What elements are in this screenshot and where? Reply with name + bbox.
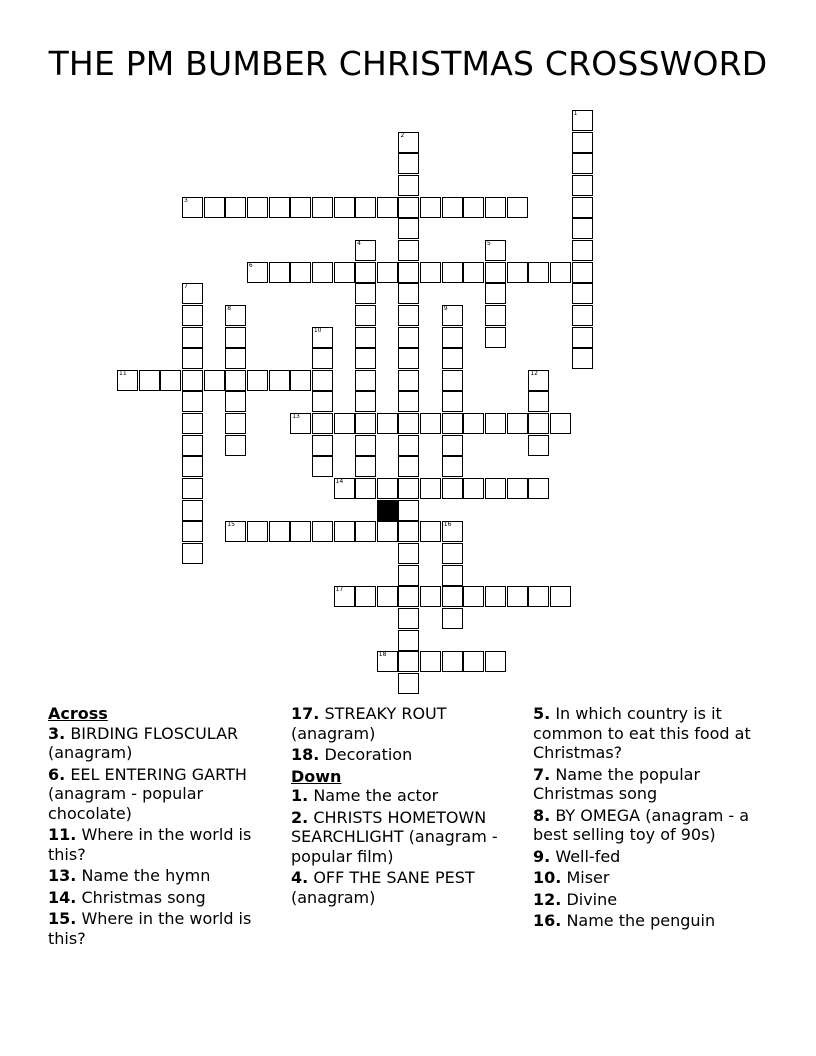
grid-cell[interactable]: [398, 435, 419, 456]
grid-cell[interactable]: [398, 630, 419, 651]
grid-cell[interactable]: [225, 413, 246, 434]
grid-cell[interactable]: [355, 197, 376, 218]
grid-cell[interactable]: [398, 197, 419, 218]
grid-cell[interactable]: [398, 240, 419, 261]
grid-cell[interactable]: [160, 370, 181, 391]
grid-cell[interactable]: [182, 305, 203, 326]
cell-number: 11: [119, 369, 127, 377]
grid-cell[interactable]: [225, 435, 246, 456]
clue-text: EEL ENTERING GARTH (anagram - popular chocolate): [48, 764, 247, 823]
grid-cell[interactable]: [334, 586, 355, 607]
grid-cell[interactable]: [550, 586, 571, 607]
grid-cell[interactable]: [442, 565, 463, 586]
grid-cell[interactable]: [334, 262, 355, 283]
grid-cell[interactable]: [377, 651, 398, 672]
grid-cell[interactable]: [398, 673, 419, 694]
grid-cell[interactable]: [398, 153, 419, 174]
grid-cell[interactable]: [528, 391, 549, 412]
clue-text: Miser: [566, 868, 610, 887]
cell-number: 4: [357, 239, 361, 247]
grid-cell[interactable]: [420, 651, 441, 672]
grid-cell[interactable]: [182, 283, 203, 304]
grid-cell[interactable]: [463, 262, 484, 283]
grid-cell[interactable]: [442, 391, 463, 412]
cell-number: 18: [378, 651, 387, 659]
cell-number: 14: [335, 478, 344, 486]
clue-number: 5.: [533, 704, 551, 723]
grid-cell[interactable]: [334, 413, 355, 434]
grid-cell[interactable]: [442, 651, 463, 672]
clue-text: Name the actor: [313, 786, 439, 805]
cell-number: 8: [227, 304, 232, 312]
down-clue: [533, 890, 773, 910]
cell-number: 2: [400, 131, 405, 139]
grid-cell[interactable]: [398, 262, 419, 283]
grid-cell[interactable]: [485, 327, 506, 348]
grid-cell[interactable]: [182, 543, 203, 564]
clue-text: BY OMEGA (anagram - a best selling toy of 90s): [533, 805, 750, 844]
grid-cell[interactable]: [312, 413, 333, 434]
clue-text: In which country is it common to eat this food at Christmas?: [533, 704, 751, 762]
grid-cell[interactable]: [398, 175, 419, 196]
grid-cell[interactable]: [572, 110, 593, 131]
grid-cell[interactable]: [398, 478, 419, 499]
grid-cell[interactable]: [225, 197, 246, 218]
clue-number: 11.: [48, 825, 77, 844]
clue-number: 16.: [533, 911, 562, 930]
grid-cell[interactable]: [485, 240, 506, 261]
grid-cell[interactable]: [463, 586, 484, 607]
across-clue: [48, 888, 268, 908]
grid-cell[interactable]: [290, 370, 311, 391]
grid-cell[interactable]: [117, 370, 138, 391]
clue-text: Decoration: [324, 745, 413, 764]
grid-cell[interactable]: [355, 435, 376, 456]
across-clue: [48, 866, 268, 886]
grid-cell[interactable]: [420, 478, 441, 499]
grid-cell[interactable]: [528, 413, 549, 434]
grid-cell[interactable]: [204, 197, 225, 218]
clue-number: 4.: [291, 868, 309, 887]
clue-number: 13.: [48, 866, 77, 885]
grid-cell[interactable]: [442, 456, 463, 477]
grid-cell[interactable]: [334, 478, 355, 499]
grid-cell[interactable]: [355, 240, 376, 261]
down-clue: [533, 911, 773, 931]
grid-cell[interactable]: [290, 197, 311, 218]
clue-text: CHRISTS HOMETOWN SEARCHLIGHT (anagram - popular film): [291, 807, 498, 866]
grid-cell[interactable]: [485, 651, 506, 672]
grid-cell[interactable]: [182, 327, 203, 348]
cell-number: 3: [183, 196, 188, 204]
grid-cell[interactable]: [225, 370, 246, 391]
grid-cell[interactable]: [442, 521, 463, 542]
across-clue: [48, 825, 268, 864]
grid-cell[interactable]: [528, 586, 549, 607]
grid-cell[interactable]: [398, 651, 419, 672]
cell-number: 1: [573, 110, 578, 117]
grid-cell[interactable]: [312, 197, 333, 218]
clue-number: 3.: [48, 723, 66, 743]
grid-cell[interactable]: [269, 197, 290, 218]
grid-cell[interactable]: [247, 262, 268, 283]
grid-cell[interactable]: [485, 283, 506, 304]
grid-cell[interactable]: [442, 197, 463, 218]
down-clue: [291, 868, 523, 907]
clue-column-2: [291, 704, 523, 909]
grid-cell[interactable]: [398, 500, 419, 521]
grid-cell[interactable]: [528, 370, 549, 391]
grid-cell[interactable]: [550, 262, 571, 283]
grid-cell[interactable]: [312, 456, 333, 477]
grid-cell[interactable]: [247, 370, 268, 391]
clue-number: 7.: [533, 764, 551, 784]
grid-cell[interactable]: [550, 413, 571, 434]
cell-number: 15: [227, 521, 235, 529]
grid-cell[interactable]: [442, 608, 463, 629]
grid-cell[interactable]: [507, 413, 528, 434]
down-clue: [533, 704, 773, 763]
grid-cell[interactable]: [247, 197, 268, 218]
grid-cell[interactable]: [398, 608, 419, 629]
across-clue: [48, 909, 268, 948]
grid-cell[interactable]: [463, 197, 484, 218]
down-clue: [533, 847, 773, 867]
grid-cell[interactable]: [507, 586, 528, 607]
grid-cell[interactable]: [355, 478, 376, 499]
grid-cell[interactable]: [312, 521, 333, 542]
grid-cell[interactable]: [182, 413, 203, 434]
grid-cell[interactable]: [290, 413, 311, 434]
grid-cell[interactable]: [420, 197, 441, 218]
grid-cell[interactable]: [442, 348, 463, 369]
grid-cell[interactable]: [485, 478, 506, 499]
across-heading: Across: [48, 704, 108, 723]
clue-number: 18.: [291, 745, 320, 764]
grid-cell[interactable]: [182, 370, 203, 391]
grid-cell[interactable]: [442, 543, 463, 564]
grid-cell[interactable]: [507, 262, 528, 283]
grid-cell[interactable]: [182, 435, 203, 456]
grid-cell[interactable]: [420, 262, 441, 283]
cell-number: 10: [313, 326, 322, 334]
grid-cell[interactable]: [572, 348, 593, 369]
cell-number: 7: [183, 283, 188, 291]
down-heading: Down: [291, 766, 342, 786]
grid-cell[interactable]: [572, 305, 593, 326]
grid-cell[interactable]: [355, 413, 376, 434]
grid-cell[interactable]: [398, 327, 419, 348]
grid-cell[interactable]: [572, 262, 593, 283]
grid-cell[interactable]: [420, 586, 441, 607]
grid-cell[interactable]: [312, 391, 333, 412]
grid-cell[interactable]: [204, 370, 225, 391]
grid-cell[interactable]: [290, 262, 311, 283]
grid-cell[interactable]: [182, 197, 203, 218]
grid-cell[interactable]: [355, 370, 376, 391]
grid-cell[interactable]: [442, 478, 463, 499]
clue-text: Divine: [566, 889, 618, 909]
clue-number: 17.: [291, 704, 320, 723]
grid-cell[interactable]: [572, 132, 593, 153]
clue-column-1: [48, 704, 268, 950]
down-clue: [291, 786, 523, 806]
grid-cell[interactable]: [442, 435, 463, 456]
cell-number: 5: [487, 239, 491, 247]
grid-cell[interactable]: [355, 456, 376, 477]
grid-cell[interactable]: [355, 262, 376, 283]
grid-cell[interactable]: [442, 327, 463, 348]
grid-cell[interactable]: [225, 391, 246, 412]
grid-cell[interactable]: [290, 521, 311, 542]
grid-cell[interactable]: [355, 283, 376, 304]
grid-cell[interactable]: [269, 370, 290, 391]
grid-cell[interactable]: [572, 175, 593, 196]
grid-cell[interactable]: [312, 370, 333, 391]
grid-cell[interactable]: [312, 327, 333, 348]
grid-cell[interactable]: [398, 456, 419, 477]
grid-cell[interactable]: [377, 197, 398, 218]
clue-number: 14.: [48, 887, 77, 907]
grid-cell[interactable]: [182, 478, 203, 499]
grid-cell[interactable]: [463, 651, 484, 672]
grid-cell[interactable]: [355, 521, 376, 542]
down-clue: [533, 765, 773, 804]
grid-cell[interactable]: [182, 391, 203, 412]
grid-cell[interactable]: [398, 521, 419, 542]
grid-cell[interactable]: [377, 262, 398, 283]
cell-number: 6: [248, 261, 253, 269]
grid-cell[interactable]: [398, 218, 419, 239]
grid-cell[interactable]: [139, 370, 160, 391]
grid-cell[interactable]: [182, 521, 203, 542]
grid-cell[interactable]: [572, 283, 593, 304]
grid-cell[interactable]: [312, 435, 333, 456]
grid-cell[interactable]: [225, 305, 246, 326]
grid-cell[interactable]: [398, 586, 419, 607]
clue-number: 12.: [533, 889, 562, 909]
clue-text: Christmas song: [81, 887, 206, 907]
grid-cell[interactable]: [420, 521, 441, 542]
grid-cell[interactable]: [572, 197, 593, 218]
grid-cell[interactable]: [442, 370, 463, 391]
grid-cell[interactable]: [485, 586, 506, 607]
clue-text: Where in the world is this?: [48, 909, 252, 948]
clue-text: BIRDING FLOSCULAR (anagram): [48, 723, 239, 762]
cell-number: 17: [335, 586, 344, 594]
down-clue: [291, 808, 523, 867]
grid-cell[interactable]: [398, 283, 419, 304]
grid-cell[interactable]: [355, 348, 376, 369]
grid-cell[interactable]: [485, 413, 506, 434]
grid-cell[interactable]: [269, 521, 290, 542]
grid-cell[interactable]: [377, 521, 398, 542]
grid-cell[interactable]: [572, 153, 593, 174]
grid-cell[interactable]: [355, 327, 376, 348]
grid-cell[interactable]: [485, 197, 506, 218]
grid-cell[interactable]: [485, 262, 506, 283]
grid-cell[interactable]: [377, 478, 398, 499]
grid-cell[interactable]: [225, 521, 246, 542]
clue-text: STREAKY ROUT (anagram): [291, 704, 447, 743]
grid-cell[interactable]: [355, 586, 376, 607]
grid-cell[interactable]: [182, 500, 203, 521]
down-clue: [533, 868, 773, 888]
grid-cell[interactable]: [247, 521, 268, 542]
grid-cell[interactable]: [355, 305, 376, 326]
clue-text: OFF THE SANE PEST (anagram): [291, 868, 475, 907]
clue-number: 9.: [533, 846, 551, 866]
clue-number: 2.: [291, 807, 309, 827]
grid-cell[interactable]: [377, 586, 398, 607]
grid-cell[interactable]: [398, 132, 419, 153]
grid-cell[interactable]: [269, 262, 290, 283]
cell-number: 16: [443, 521, 452, 529]
clue-number: 6.: [48, 764, 66, 784]
grid-cell[interactable]: [334, 521, 355, 542]
grid-cell[interactable]: [442, 413, 463, 434]
grid-cell[interactable]: [572, 218, 593, 239]
grid-cell[interactable]: [398, 565, 419, 586]
across-clue: [291, 704, 523, 743]
grid-cell[interactable]: [463, 413, 484, 434]
grid-cell[interactable]: [312, 262, 333, 283]
grid-cell[interactable]: [572, 240, 593, 261]
grid-cell[interactable]: [442, 262, 463, 283]
grid-cell[interactable]: [463, 478, 484, 499]
grid-cell[interactable]: [572, 327, 593, 348]
clue-text: Where in the world is this?: [48, 825, 252, 864]
grid-cell[interactable]: [485, 305, 506, 326]
grid-cell[interactable]: [442, 305, 463, 326]
grid-cell[interactable]: [334, 197, 355, 218]
clue-text: Well-fed: [555, 846, 621, 866]
grid-cell[interactable]: [442, 586, 463, 607]
across-clue: [48, 765, 268, 824]
clue-text: Name the popular Christmas song: [533, 764, 701, 803]
grid-cell[interactable]: [377, 413, 398, 434]
clue-column-3: [533, 704, 773, 933]
clue-text: Name the hymn: [81, 866, 211, 885]
grid-cell[interactable]: [528, 262, 549, 283]
clue-text: Name the penguin: [566, 911, 716, 930]
down-clue: [533, 806, 773, 845]
puzzle-title: THE PM BUMBER CHRISTMAS CROSSWORD: [48, 44, 768, 83]
clue-number: 10.: [533, 868, 562, 887]
grid-cell[interactable]: [398, 391, 419, 412]
grid-cell[interactable]: [182, 348, 203, 369]
black-cell: [377, 500, 398, 521]
grid-cell[interactable]: [528, 478, 549, 499]
grid-cell[interactable]: [420, 413, 441, 434]
grid-cell[interactable]: [225, 327, 246, 348]
cell-number: 13: [292, 413, 300, 421]
grid-cell[interactable]: [182, 456, 203, 477]
grid-cell[interactable]: [507, 197, 528, 218]
grid-cell[interactable]: [398, 370, 419, 391]
grid-cell[interactable]: [398, 413, 419, 434]
grid-cell[interactable]: [398, 543, 419, 564]
clue-number: 1.: [291, 786, 309, 805]
clue-number: 15.: [48, 909, 77, 928]
cell-number: 9: [443, 304, 448, 312]
grid-cell[interactable]: [398, 305, 419, 326]
across-clue: [48, 724, 268, 763]
clue-number: 8.: [533, 805, 551, 825]
grid-cell[interactable]: [355, 391, 376, 412]
grid-cell[interactable]: [225, 348, 246, 369]
across-clue: [291, 745, 523, 765]
cell-number: 12: [530, 369, 538, 377]
grid-cell[interactable]: [507, 478, 528, 499]
grid-cell[interactable]: [398, 348, 419, 369]
grid-cell[interactable]: [528, 435, 549, 456]
grid-cell[interactable]: [312, 348, 333, 369]
